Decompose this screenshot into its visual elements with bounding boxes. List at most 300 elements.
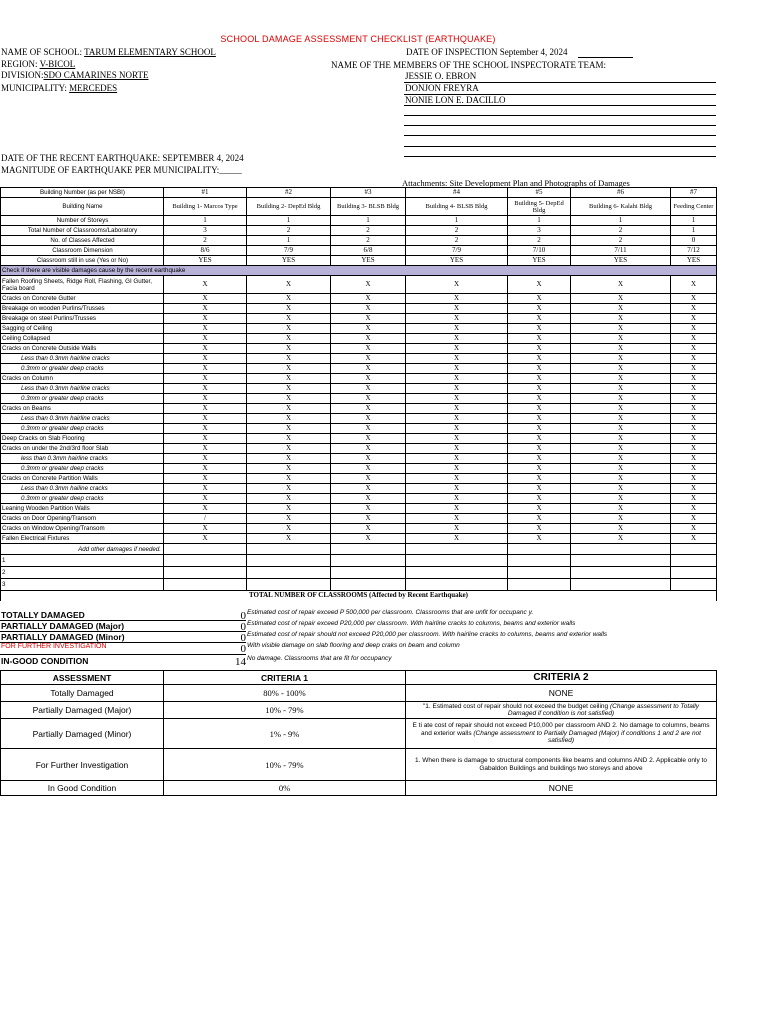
row-cell[interactable] — [508, 567, 571, 579]
row-cell: X — [671, 354, 717, 364]
total-title-row — [1, 591, 717, 601]
row-cell: X — [571, 464, 671, 474]
row-cell: X — [508, 484, 571, 494]
row-cell: 1 — [247, 236, 331, 246]
row-cell: X — [406, 374, 508, 384]
row-cell: X — [247, 514, 331, 524]
damage-row — [1, 474, 717, 484]
check-header-row — [1, 266, 717, 276]
team-label: NAME OF THE MEMBERS OF THE SCHOOL INSPECTORATE TEAM: — [331, 60, 607, 70]
row-cell: X — [508, 474, 571, 484]
row-cell: X — [164, 344, 247, 354]
criteria-1-value: 1% - 9% — [164, 719, 406, 749]
check-header: Check if there are visible damages cause by the recent earthquake — [1, 266, 717, 276]
row-label: Cracks on under the 2nd/3rd floor Slab — [1, 444, 164, 454]
row-cell: X — [247, 474, 331, 484]
row-cell: X — [164, 524, 247, 534]
summary-description: No damage. Classrooms that are fit for occupancy — [247, 655, 392, 662]
row-cell: X — [671, 514, 717, 524]
school-name-field — [1, 47, 216, 58]
criteria-2-note: (Change assessment to Partially Damaged (Major) if conditions 1 and 2 are not satisfied) — [473, 729, 701, 745]
row-cell: X — [406, 524, 508, 534]
info-row — [1, 246, 717, 256]
damage-row — [1, 524, 717, 534]
row-cell: 2 — [406, 236, 508, 246]
row-cell: X — [508, 354, 571, 364]
row-cell: X — [331, 324, 406, 334]
row-cell: X — [164, 304, 247, 314]
row-cell: X — [331, 354, 406, 364]
row-cell: X — [164, 534, 247, 544]
team-line — [404, 135, 716, 136]
row-cell: X — [571, 354, 671, 364]
summary-divider — [0, 631, 246, 632]
row-label: 0.3mm or greater deep cracks — [1, 424, 164, 434]
criteria-2-text: 1. When there is damage to structural components like beams and columns AND 2. Applicable only to Gabaldon Buildings and buildings two storeys and above — [415, 757, 707, 772]
row-cell: 1 — [508, 216, 571, 226]
damage-row — [1, 276, 717, 294]
criteria-row — [1, 781, 717, 796]
damage-row — [1, 324, 717, 334]
row-cell: X — [571, 494, 671, 504]
row-cell[interactable] — [247, 544, 331, 555]
row-cell: X — [164, 414, 247, 424]
row-cell: X — [406, 434, 508, 444]
inspection-date-label: DATE OF INSPECTION — [406, 47, 498, 57]
row-cell: X — [247, 324, 331, 334]
building-name-row — [1, 198, 717, 216]
row-cell: X — [571, 434, 671, 444]
row-cell[interactable] — [164, 555, 247, 567]
row-cell[interactable] — [571, 567, 671, 579]
division-field — [1, 70, 148, 81]
damage-checklist-table — [0, 187, 717, 601]
row-cell: X — [571, 394, 671, 404]
row-cell: X — [247, 454, 331, 464]
row-cell: X — [331, 434, 406, 444]
criteria-2-value — [406, 781, 717, 796]
info-row — [1, 216, 717, 226]
row-cell: X — [508, 334, 571, 344]
row-cell: X — [508, 464, 571, 474]
row-cell: 1 — [671, 226, 717, 236]
row-label: Less than 0.3mm hairline cracks — [1, 414, 164, 424]
row-cell[interactable] — [247, 555, 331, 567]
row-cell: Building 4- BLSB Bldg — [406, 198, 508, 216]
row-cell: X — [331, 424, 406, 434]
row-cell: Feeding Center — [671, 198, 717, 216]
row-cell: X — [508, 404, 571, 414]
row-cell: X — [164, 354, 247, 364]
row-cell: X — [331, 314, 406, 324]
row-cell: 2 — [331, 236, 406, 246]
row-cell: X — [164, 444, 247, 454]
team-member-2: DONJON FREYRA — [405, 83, 479, 93]
row-cell: X — [671, 344, 717, 354]
row-cell: X — [331, 534, 406, 544]
row-cell: 6/8 — [331, 246, 406, 256]
earthquake-date: DATE OF THE RECENT EARTHQUAKE: SEPTEMBER 4, 2024 — [1, 153, 244, 163]
earthquake-magnitude: MAGNITUDE OF EARTHQUAKE PER MUNICIPALITY:_____ — [1, 165, 242, 175]
row-label: Cracks on Window Opening/Transom — [1, 524, 164, 534]
criteria-2-text: NONE — [548, 688, 574, 698]
row-cell: 2 — [164, 236, 247, 246]
row-cell[interactable] — [331, 567, 406, 579]
row-cell: X — [671, 324, 717, 334]
damage-row — [1, 424, 717, 434]
row-label: 0.3mm or greater deep cracks — [1, 464, 164, 474]
row-cell: 7/9 — [247, 246, 331, 256]
team-line — [404, 115, 716, 116]
row-cell: X — [406, 276, 508, 294]
row-cell[interactable] — [508, 544, 571, 555]
row-cell: X — [331, 276, 406, 294]
row-cell: X — [671, 294, 717, 304]
attachments-note: Attachments: Site Development Plan and Photographs of Damages — [402, 178, 630, 188]
row-cell: X — [331, 334, 406, 344]
row-cell: X — [406, 474, 508, 484]
summary-divider — [0, 620, 246, 621]
row-cell[interactable] — [164, 567, 247, 579]
row-cell: YES — [571, 256, 671, 266]
row-label: Classroom Dimension — [1, 246, 164, 256]
row-cell[interactable] — [571, 544, 671, 555]
row-cell: YES — [331, 256, 406, 266]
row-cell: X — [406, 404, 508, 414]
row-cell: 3 — [508, 226, 571, 236]
row-label: Building Number (as per NSBI) — [1, 188, 164, 198]
criteria-1-value: 10% - 79% — [164, 702, 406, 719]
row-cell[interactable] — [406, 555, 508, 567]
row-cell: X — [331, 384, 406, 394]
row-cell[interactable] — [508, 579, 571, 591]
summary-label: IN-GOOD CONDITION — [1, 656, 89, 666]
row-cell: X — [247, 334, 331, 344]
row-cell: 1 — [571, 216, 671, 226]
row-cell[interactable] — [406, 544, 508, 555]
row-cell: X — [164, 434, 247, 444]
row-cell: X — [247, 464, 331, 474]
row-cell: X — [671, 384, 717, 394]
criteria-assessment: Totally Damaged — [1, 685, 164, 702]
row-cell: X — [671, 464, 717, 474]
row-cell: X — [571, 504, 671, 514]
row-cell: X — [671, 494, 717, 504]
row-cell[interactable] — [671, 579, 717, 591]
row-cell: 3 — [164, 226, 247, 236]
row-cell: #4 — [406, 188, 508, 198]
row-cell: X — [671, 524, 717, 534]
damage-row — [1, 504, 717, 514]
row-cell: 2 — [331, 226, 406, 236]
row-cell: X — [571, 276, 671, 294]
summary-description: Estimated cost of repair should not exceed P20,000 per classroom. With hairline cracks to columns, beams and exterior walls — [247, 631, 608, 638]
row-cell: X — [331, 294, 406, 304]
criteria-1-value: 0% — [164, 781, 406, 796]
school-name-value: TARUM ELEMENTARY SCHOOL — [84, 47, 216, 57]
row-cell: X — [164, 314, 247, 324]
row-cell: X — [508, 294, 571, 304]
school-name-label: NAME OF SCHOOL: — [1, 47, 83, 57]
row-cell: #2 — [247, 188, 331, 198]
row-cell: X — [508, 324, 571, 334]
row-label: Ceiling Collapsed — [1, 334, 164, 344]
row-cell: X — [164, 294, 247, 304]
row-cell: X — [164, 464, 247, 474]
row-cell[interactable] — [406, 579, 508, 591]
row-label: Cracks on Beams — [1, 404, 164, 414]
row-label: Total Number of Classrooms/Laboratory — [1, 226, 164, 236]
division-label: DIVISION: — [1, 70, 44, 80]
row-cell: X — [671, 444, 717, 454]
row-cell: X — [508, 504, 571, 514]
row-cell: X — [406, 314, 508, 324]
damage-row — [1, 484, 717, 494]
row-label: Classroom still in use (Yes or No) — [1, 256, 164, 266]
division-value: SDO CAMARINES NORTE — [43, 70, 149, 80]
damage-row — [1, 314, 717, 324]
row-label: Less than 0.3mm hairline cracks — [1, 354, 164, 364]
summary-label: PARTIALLY DAMAGED (Minor) — [1, 632, 125, 642]
row-cell: X — [571, 304, 671, 314]
row-cell: 8/6 — [164, 246, 247, 256]
row-cell[interactable] — [164, 579, 247, 591]
summary-label: TOTALLY DAMAGED — [1, 610, 85, 620]
row-cell[interactable] — [671, 544, 717, 555]
row-cell: 1 — [671, 216, 717, 226]
row-cell: X — [671, 304, 717, 314]
row-cell[interactable] — [406, 567, 508, 579]
row-cell: X — [247, 444, 331, 454]
criteria-row — [1, 702, 717, 719]
extra-row — [1, 555, 717, 567]
row-cell: X — [406, 444, 508, 454]
row-cell: X — [571, 414, 671, 424]
row-cell[interactable] — [571, 555, 671, 567]
row-cell[interactable] — [331, 544, 406, 555]
row-cell[interactable] — [571, 579, 671, 591]
row-cell: X — [406, 504, 508, 514]
row-cell: X — [406, 394, 508, 404]
row-cell: X — [671, 404, 717, 414]
row-cell: X — [331, 304, 406, 314]
row-cell: X — [331, 504, 406, 514]
row-label: Sagging of Ceiling — [1, 324, 164, 334]
row-cell: 7/9 — [406, 246, 508, 256]
info-row — [1, 226, 717, 236]
row-cell: X — [571, 484, 671, 494]
row-cell: X — [671, 364, 717, 374]
criteria-table — [0, 670, 717, 796]
row-cell: X — [406, 464, 508, 474]
row-cell: X — [247, 494, 331, 504]
add-other-label: Add other damages if needed. — [1, 544, 164, 555]
row-cell: 1 — [164, 216, 247, 226]
row-cell: X — [671, 454, 717, 464]
criteria-row — [1, 685, 717, 702]
row-cell: Building 6- Kalahi Bldg — [571, 198, 671, 216]
row-cell: X — [406, 514, 508, 524]
damage-row — [1, 374, 717, 384]
row-cell: X — [164, 424, 247, 434]
row-cell: X — [164, 394, 247, 404]
building-number-row — [1, 188, 717, 198]
row-cell: X — [508, 524, 571, 534]
row-cell: X — [164, 374, 247, 384]
row-cell: X — [571, 374, 671, 384]
row-cell: X — [331, 524, 406, 534]
criteria-1-value: 10% - 79% — [164, 749, 406, 781]
criteria-row — [1, 719, 717, 749]
row-label: 0.3mm or greater deep cracks — [1, 494, 164, 504]
team-line — [404, 156, 716, 157]
criteria-2-text: "1. Estimated cost of repair should not exceed the budget ceiling — [423, 702, 609, 710]
row-cell: / — [164, 514, 247, 524]
team-line — [404, 105, 716, 106]
damage-row — [1, 414, 717, 424]
row-cell: 2 — [406, 226, 508, 236]
row-cell: X — [164, 364, 247, 374]
row-cell: YES — [406, 256, 508, 266]
row-cell: X — [406, 354, 508, 364]
row-cell: X — [571, 524, 671, 534]
summary-count: 0 — [240, 632, 246, 644]
row-cell: X — [508, 304, 571, 314]
row-cell: X — [571, 454, 671, 464]
criteria-2-value — [406, 685, 717, 702]
criteria-2-value — [406, 719, 717, 749]
damage-row — [1, 294, 717, 304]
row-cell[interactable] — [164, 544, 247, 555]
region-value: V-BICOL — [39, 59, 76, 69]
row-cell: X — [671, 394, 717, 404]
criteria-2-text: NONE — [548, 783, 574, 793]
row-cell: X — [247, 484, 331, 494]
row-cell: X — [331, 444, 406, 454]
info-row — [1, 236, 717, 246]
row-label: No. of Classes Affected — [1, 236, 164, 246]
criteria-2-value — [406, 749, 717, 781]
row-cell: X — [508, 494, 571, 504]
info-row — [1, 256, 717, 266]
row-cell: X — [164, 494, 247, 504]
region-field — [1, 59, 75, 70]
inspection-date-value: September 4, 2024 — [499, 47, 568, 57]
row-cell: X — [247, 294, 331, 304]
damage-row — [1, 434, 717, 444]
row-cell: 7/12 — [671, 246, 717, 256]
row-cell: X — [164, 404, 247, 414]
row-cell: X — [571, 334, 671, 344]
row-cell: X — [406, 364, 508, 374]
row-cell: X — [247, 364, 331, 374]
row-label: Cracks on Concrete Partition Walls — [1, 474, 164, 484]
row-cell[interactable] — [508, 555, 571, 567]
row-cell: X — [331, 474, 406, 484]
municipality-label: MUNICIPALITY: — [1, 83, 67, 93]
row-cell: X — [671, 414, 717, 424]
criteria-assessment: In Good Condition — [1, 781, 164, 796]
criteria-header: ASSESSMENT — [1, 671, 164, 685]
extra-row — [1, 579, 717, 591]
row-cell: X — [247, 434, 331, 444]
row-cell: X — [164, 474, 247, 484]
summary-label: FOR FURTHER INVESTIGATION — [1, 643, 107, 650]
row-cell: X — [164, 276, 247, 294]
municipality-value: MERCEDES — [69, 83, 118, 93]
row-cell: X — [406, 294, 508, 304]
row-cell: X — [508, 344, 571, 354]
row-cell: X — [331, 414, 406, 424]
row-cell: X — [571, 384, 671, 394]
row-cell: X — [671, 434, 717, 444]
criteria-assessment: For Further Investigation — [1, 749, 164, 781]
row-cell: X — [508, 414, 571, 424]
row-cell: X — [671, 276, 717, 294]
row-cell: X — [331, 494, 406, 504]
row-cell: 2 — [247, 226, 331, 236]
summary-description: Estimated cost of repair exceed P 500,000 per classroom. Classrooms that are unfit for occupanc y. — [247, 609, 534, 616]
row-cell: 2 — [508, 236, 571, 246]
row-cell: X — [571, 474, 671, 484]
row-cell: Building 2- DepEd Bldg — [247, 198, 331, 216]
row-cell[interactable] — [671, 555, 717, 567]
row-cell: X — [671, 534, 717, 544]
row-cell[interactable] — [247, 567, 331, 579]
row-label: Fallen Electrical Fixtures — [1, 534, 164, 544]
row-cell: X — [164, 324, 247, 334]
row-cell: #1 — [164, 188, 247, 198]
extra-row-number: 1 — [1, 555, 164, 567]
row-cell: X — [508, 314, 571, 324]
row-cell[interactable] — [331, 579, 406, 591]
row-cell: 7/10 — [508, 246, 571, 256]
row-label: less than 0.3mm hairline cracks — [1, 454, 164, 464]
damage-row — [1, 304, 717, 314]
row-cell: X — [406, 424, 508, 434]
row-cell: X — [331, 344, 406, 354]
row-cell: #6 — [571, 188, 671, 198]
row-cell: X — [331, 404, 406, 414]
criteria-header-row — [1, 671, 717, 685]
row-cell: X — [247, 534, 331, 544]
extra-row — [1, 567, 717, 579]
inspection-date-underline — [578, 57, 633, 58]
row-cell: X — [671, 474, 717, 484]
row-cell[interactable] — [247, 579, 331, 591]
row-cell[interactable] — [331, 555, 406, 567]
row-cell: X — [247, 394, 331, 404]
row-cell: X — [671, 484, 717, 494]
row-cell: X — [508, 534, 571, 544]
row-cell[interactable] — [671, 567, 717, 579]
row-cell: X — [508, 374, 571, 384]
row-label: Deep Cracks on Slab Flooring — [1, 434, 164, 444]
row-label: Building Name — [1, 198, 164, 216]
row-cell: X — [508, 434, 571, 444]
row-cell: X — [164, 334, 247, 344]
row-cell: X — [571, 364, 671, 374]
damage-row — [1, 464, 717, 474]
row-cell: X — [508, 454, 571, 464]
summary-description: Estimated cost of repair exceed P20,000 per classroom. With hairline cracks to columns, beams and exterior walls — [247, 620, 576, 627]
row-cell: X — [508, 276, 571, 294]
row-cell: X — [571, 324, 671, 334]
row-label: Breakage on wooden Purlins/Trusses — [1, 304, 164, 314]
row-cell: X — [406, 534, 508, 544]
row-label: Leaning Wooden Partition Walls — [1, 504, 164, 514]
row-cell: X — [247, 424, 331, 434]
